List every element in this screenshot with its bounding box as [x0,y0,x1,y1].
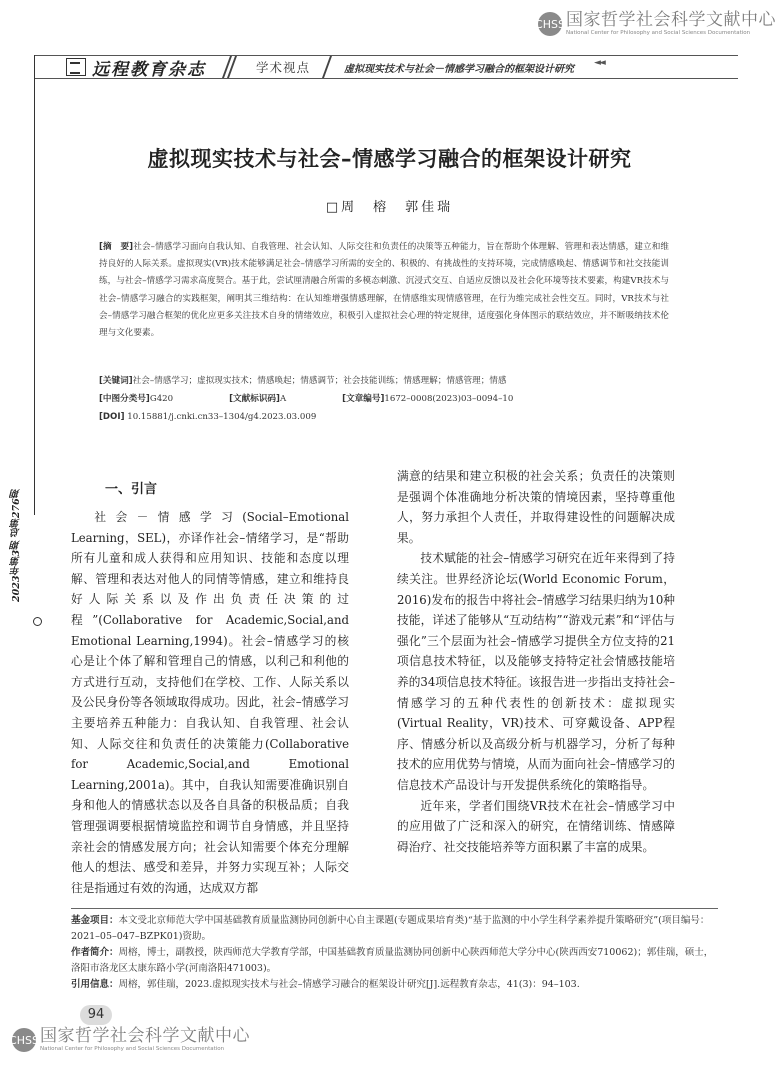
chss-logo-icon: CHSS [12,1028,36,1052]
article-title: 虚拟现实技术与社会–情感学习融合的框架设计研究 [147,147,632,171]
article-no-label: [文章编号] [342,394,385,404]
doc-code-value: A [279,394,287,404]
article-no-value: 1672–0008(2023)03–0094–10 [384,394,514,404]
footnote-authors: 作者简介：周榕，博士，副教授，陕西师范大学教育学部，中国基础教育质量监测协同创新中心陕西师范大学分中心(陕西西安710062)；郭佳瑞，硕士，洛阳市洛龙区太康东路小学(河南洛阳471003)。 [71,947,714,974]
doi-link[interactable]: 10.15881/j.cnki.cn33–1304/g4.2023.03.009 [127,412,317,422]
keywords [99,373,669,390]
authors: □周 榕 郭佳瑞 [325,200,454,215]
journal-masthead [66,57,206,80]
doc-code-label: [文献标识码] [229,394,280,404]
keywords-text: 社会–情感学习；虚拟现实技术；情感唤起；情感调节；社会技能训练；情感理解；情感管理；情感 [132,376,507,386]
paragraph: 满意的结果和建立积极的社会关系；负责任的决策则是强调个体准确地分析决策的情境因素，坚持尊重他人，努力承担个人责任，并取得建设性的问题解决成果。 [397,469,675,545]
body-column-right [397,466,675,857]
doi-label: [DOI] [99,412,125,422]
header-divider [322,56,332,78]
footnote-rule [71,908,718,909]
paragraph: 近年来，学者们围绕VR技术在社会–情感学习中的应用做了广泛和深入的研究，在情绪训练、情感障碍治疗、社交技能培养等方面积累了丰富的成果。 [397,798,675,854]
watermark-bottom [9,1026,250,1053]
watermark-name: 国家哲学社会科学文献中心 [566,10,776,30]
left-margin-rule [34,55,35,515]
book-icon [66,58,86,76]
bullet-dot-icon [33,617,42,626]
section-label: 学术视点 [256,60,311,75]
arrow-left-icon: ◄◄ [594,58,604,68]
doi [99,409,669,426]
abstract-label: [摘 要] [99,242,134,252]
journal-name: 远程教育杂志 [92,59,206,80]
abstract [99,239,669,342]
keywords-label: [关键词] [99,376,133,386]
watermark-subtitle: National Center for Philosophy and Social Sciences Documentation [566,30,751,36]
footnote-funding: 基金项目：本文受北京师范大学中国基础教育质量监测协同创新中心自主课题(专题成果培育类)“基于监测的中小学生科学素养提升策略研究”(项目编号：2021–05–047–BZPK01)资助。 [71,915,710,942]
paragraph: 社会－情感学习(Social–Emotional Learning，SEL)，亦译作社会–情绪学习，是“帮助所有儿童和成人获得和应用知识、技能和态度以理解、管理和表达对他人的同情等情感，建立和维持良好人际关系以及作出负责任决策的过程”(Collaborative for Academic,Social,and Emotional Learning,1994)。社会–情感学习的核心是让个体了解和管理自己的情感，以利己和利他的方式进行互动，支持他们在学校、工作、人际关系以及公民身份等各领域取得成功。因此，社会–情感学习主要培养五种能力：自我认知、自我管理、社会认知、人际交往和负责任的决策能力(Collaborative for Academic,Social,and Emotional Learning,2001a)。其中，自我认知需要准确识别自身和他人的情感状态以及各自具备的积极品质；自我管理强调要根据情境监控和调节自身情感，并且坚持亲社会的情感发展方向；社会认知需要个体充分理解他人的想法、感受和差异，并努力实现互补；人际交往是指通过有效的沟通，达成双方都 [71,510,349,895]
watermark-subtitle: National Center for Philosophy and Social Sciences Documentation [40,1046,225,1052]
footnotes [71,913,718,993]
footnote-citation: 引用信息：周榕，郭佳瑞，2023.虚拟现实技术与社会–情感学习融合的框架设计研究[J].远程教育杂志，41(3)：94–103. [71,979,580,990]
clc-value: G420 [149,394,174,404]
clc-label: [中图分类号] [99,394,150,404]
section-heading: 一、引言 [105,482,158,497]
abstract-text: 社会–情感学习面向自我认知、自我管理、社会认知、人际交往和负责任的决策等五种能力，旨在帮助个体理解、管理和表达情感，建立和维持良好的人际关系。虚拟现实(VR)技术能够满足社会–情感学习所需的安全的、积极的、有挑战性的支持环境，完成情感唤起、情感调节和社交技能训练，与社会–情感学习需求高度契合。基于此，尝试厘清融合所需的多模态刺激、沉浸式交互、自适应反馈以及社会化环境等技术要素，构建VR技术与社会–情感学习融合的实践框架，阐明其三维结构：在认知维增强情感理解，在情感维实现情感管理，在行为维完成社会性交互。同时，VR技术与社会–情感学习融合框架的优化应更多关注技术自身的情绪效应，积极引入虚拟社会心理的特定规律，适度强化身体图示的联结效应，并不断吸纳技术伦理与文化要素。 [99,242,669,339]
running-title: 虚拟现实技术与社会－情感学习融合的框架设计研究 [344,64,574,75]
paragraph: 技术赋能的社会–情感学习研究在近年来得到了持续关注。世界经济论坛(World Economic Forum，2016)发布的报告中将社会–情感学习结果归纳为10种技能，详述了能够从“互动结构”“游戏元素”和“评估与强化”三个层面为社会–情感学习提供全方位支持的21项信息技术特征，以及能够支持特定社会情感技能培养的34项信息技术特征。该报告进一步指出支持社会–情感学习的五种代表性的创新技术：虚拟现实(Virtual Reality，VR)技术、可穿戴设备、APP程序、情感分析以及高级分析与机器学习，分析了每种技术的应用优势与情境，从而为面向社会–情感学习的信息技术产品设计与开发提供系统化的策略指导。 [397,551,675,792]
watermark-name: 国家哲学社会科学文献中心 [40,1026,250,1046]
chss-logo-icon: CHSS [538,12,562,36]
watermark-top [535,10,776,37]
issue-info-vertical: 2023年第3期 总第276期 [11,488,22,602]
classification-line [99,391,669,408]
page-number: 94 [80,1005,112,1025]
body-column-left [71,507,349,898]
